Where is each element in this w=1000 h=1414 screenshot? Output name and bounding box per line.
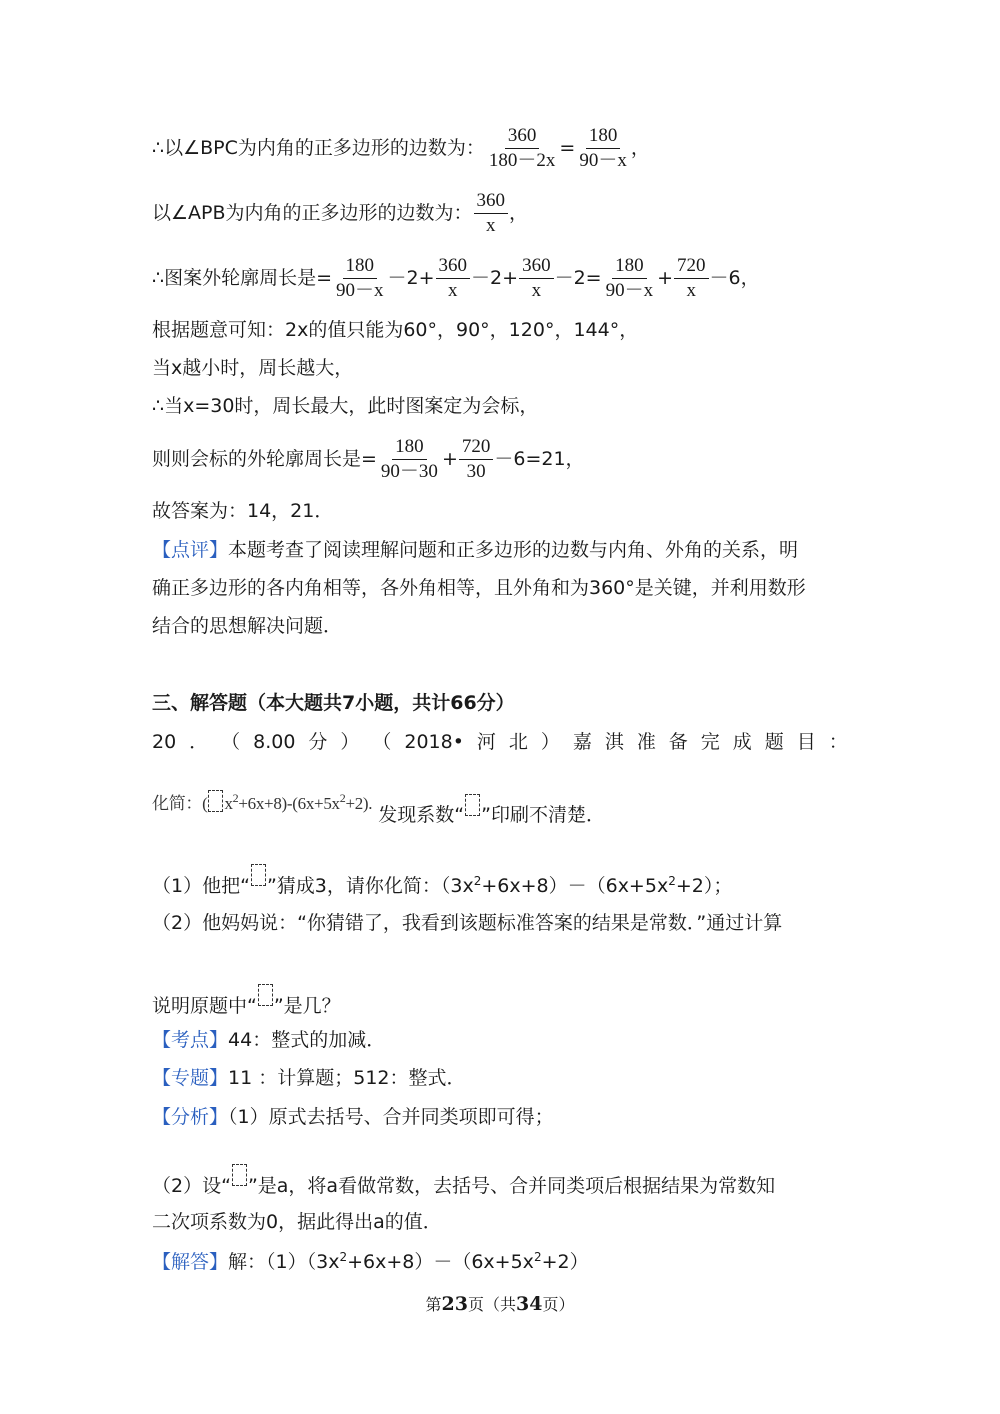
question-20-header <box>152 733 848 752</box>
kaodian-line: 【考点】44：整式的加减． <box>152 1029 386 1051</box>
fraction: $\frac{180}{90-x}$ <box>336 255 384 301</box>
fraction: $\frac{360}{x}$ <box>519 256 554 301</box>
header-token: 题 <box>764 731 784 753</box>
comment-paragraph-line3: 结合的思想解决问题． <box>152 615 343 637</box>
section-heading: 三、解答题（本大题共7小题，共计66分） <box>152 692 515 714</box>
question-20-expression-line: 化简：( $x^2+6x+8)-(6x+5x^2+2)$. 发现系数“ ”印刷不清楚． <box>152 791 605 826</box>
header-token: 河 <box>476 731 496 753</box>
line-x-30: ∴当x=30时，周长最大，此时图案定为会标， <box>152 395 539 417</box>
question-20-part1: （1）他把“ ”猜成3，请你化简：$(3x^2+6x+8)-(6x+5x^2+2)$； <box>152 864 732 896</box>
line-emblem-perimeter: 则则会标的外轮廓周长是= $\frac{180}{90-30}$ + $\frac{720}{30}$ －6=21， <box>152 436 585 482</box>
zhuanti-line: 【专题】11 ：计算题；512：整式． <box>152 1067 466 1089</box>
header-token: 准 <box>636 731 656 753</box>
page-number: 23 <box>441 1293 468 1315</box>
fraction: $\frac{360}{180-2x}$ <box>488 125 556 171</box>
header-token: 分 <box>308 731 328 753</box>
page-footer: 第23页（共34页） <box>425 1293 575 1315</box>
line-perimeter-formula: ∴图案外轮廓周长是= $\frac{180}{90-x}$ －2+ $\frac{360}{x}$ －2+ $\frac{360}{x}$ －2= $\frac{180}{90-x}$ + $\frac{720}{x}$ －6， <box>152 255 760 301</box>
question-20-part2: （2）他妈妈说：“你猜错了，我看到该题标准答案的结果是常数．”通过计算 <box>152 912 783 934</box>
header-token: ： <box>828 731 848 753</box>
fenxi-line2: （2）设“ ”是a，将a看做常数，去括号、合并同类项后根据结果为常数知 <box>152 1164 775 1196</box>
expression-image: 化简：( $x^2+6x+8)-(6x+5x^2+2)$. <box>152 791 373 813</box>
line-answer: 故答案为：14，21． <box>152 500 334 522</box>
fenxi-tag: 【分析】 <box>152 1106 229 1128</box>
header-token: 目 <box>796 731 816 753</box>
unknown-coefficient-box <box>251 864 266 886</box>
header-token: 2018• <box>404 731 464 753</box>
unknown-coefficient-box <box>232 1164 247 1186</box>
unknown-coefficient-box <box>208 790 223 812</box>
comment-tag: 【点评】 <box>152 539 229 561</box>
header-token: （ <box>372 731 392 753</box>
header-token: ． <box>189 731 209 753</box>
comment-paragraph-line2: 确正多边形的各内角相等，各外角相等，且外角和为360°是关键，并利用数形 <box>152 577 806 599</box>
unknown-coefficient-box <box>258 984 273 1006</box>
header-token: 8.00 <box>253 731 296 753</box>
fraction: $\frac{360}{x}$ <box>474 191 509 236</box>
unknown-coefficient-box <box>465 794 480 816</box>
fraction: $\frac{720}{x}$ <box>674 256 709 301</box>
header-token: 20 <box>152 731 177 753</box>
fraction: $\frac{360}{x}$ <box>436 256 471 301</box>
header-token: 备 <box>668 731 688 753</box>
comment-paragraph-line1: 【点评】本题考查了阅读理解问题和正多边形的边数与内角、外角的关系，明 <box>152 539 799 561</box>
fraction: $\frac{180}{90-x}$ <box>605 255 654 301</box>
kaodian-tag: 【考点】 <box>152 1029 229 1051</box>
line-bpc-sides: ∴以∠BPC为内角的正多边形的边数为： $\frac{360}{180-2x}$ = $\frac{180}{90-x}$ ， <box>152 125 650 171</box>
fraction: $\frac{180}{90-30}$ <box>380 436 438 482</box>
jieda-line: 【解答】解：$(1)(3x^2+6x+8)-(6x+5x^2+2)$ <box>152 1250 589 1273</box>
line-text: ∴以∠BPC为内角的正多边形的边数为： <box>152 136 485 159</box>
line-smaller-x: 当x越小时，周长越大， <box>152 357 354 379</box>
fraction: $\frac{720}{30}$ <box>459 437 494 482</box>
header-token: ） <box>540 731 560 753</box>
header-token: 成 <box>732 731 752 753</box>
header-token: ） <box>340 731 360 753</box>
header-token: 北 <box>508 731 528 753</box>
fraction: $\frac{180}{90-x}$ <box>579 125 627 171</box>
fenxi-line3: 二次项系数为0，据此得出a的值． <box>152 1211 442 1233</box>
question-20-part2-cont: 说明原题中“ ”是几？ <box>152 984 341 1016</box>
header-token: 淇 <box>604 731 624 753</box>
jieda-tag: 【解答】 <box>152 1251 229 1273</box>
line-apb-sides: 以∠APB为内角的正多边形的边数为： $\frac{360}{x}$ ， <box>152 190 529 236</box>
header-token: 嘉 <box>572 731 592 753</box>
fenxi-line1: 【分析】（1）原式去括号、合并同类项即可得； <box>152 1106 554 1128</box>
header-token: （ <box>221 731 241 753</box>
line-angle-values: 根据题意可知：2x的值只能为60°，90°，120°，144°， <box>152 319 639 341</box>
header-token: 完 <box>700 731 720 753</box>
zhuanti-tag: 【专题】 <box>152 1067 229 1089</box>
page-total: 34 <box>516 1293 543 1315</box>
